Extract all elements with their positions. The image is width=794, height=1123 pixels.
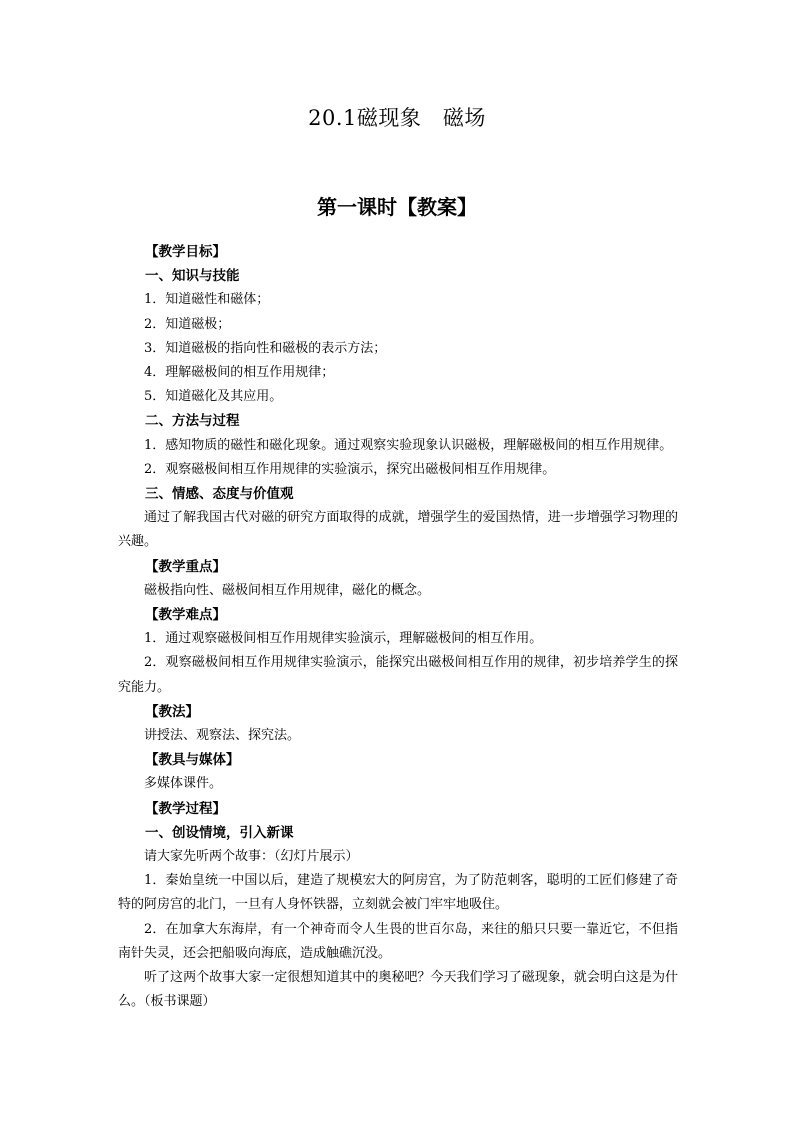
paragraph: 请大家先听两个故事：（幻灯片展示） bbox=[144, 849, 359, 865]
paragraph: 3．知道磁极的指向性和磁极的表示方法； bbox=[144, 340, 387, 356]
document-title: 20.1磁现象 磁场 bbox=[308, 106, 486, 130]
section-heading: 【教学难点】 bbox=[145, 607, 226, 624]
paragraph: 磁极指向性、磁极间相互作用规律，磁化的概念。 bbox=[144, 582, 431, 598]
paragraph: 1．通过观察磁极间相互作用规律实验演示，理解磁极间的相互作用。 bbox=[144, 631, 543, 647]
section-heading: 三、情感、态度与价值观 bbox=[145, 486, 294, 503]
document-body bbox=[118, 240, 678, 1015]
paragraph: 2．观察磁极间相互作用规律的实验演示，探究出磁极间相互作用规律。 bbox=[144, 461, 556, 477]
paragraph: 5．知道磁化及其应用。 bbox=[144, 389, 283, 405]
section-heading: 【教学重点】 bbox=[145, 558, 226, 575]
paragraph: 通过了解我国古代对磁的研究方面取得的成就，增强学生的爱国热情，进一步增强学习物理的兴趣。 bbox=[118, 510, 678, 550]
paragraph: 1．感知物质的磁性和磁化现象。通过观察实验现象认识磁极，理解磁极间的相互作用规律。 bbox=[144, 437, 673, 453]
section-heading: 【教学过程】 bbox=[145, 800, 226, 817]
section-heading: 一、知识与技能 bbox=[145, 268, 240, 285]
section-heading: 二、方法与过程 bbox=[145, 413, 240, 430]
paragraph: 2．知道磁极； bbox=[144, 316, 231, 332]
paragraph: 4．理解磁极间的相互作用规律； bbox=[144, 365, 335, 381]
document-subtitle: 第一课时【教案】 bbox=[317, 195, 477, 219]
paragraph: 2．观察磁极间相互作用规律实验演示，能探究出磁极间相互作用的规律，初步培养学生的探究能力。 bbox=[118, 655, 678, 695]
paragraph: 听了这两个故事大家一定很想知道其中的奥秘吧？今天我们学习了磁现象，就会明白这是为什么。（板书课题） bbox=[118, 970, 678, 1010]
section-heading: 【教具与媒体】 bbox=[145, 752, 240, 769]
paragraph: 1．秦始皇统一中国以后，建造了规模宏大的阿房宫，为了防范刺客，聪明的工匠们修建了奇特的阿房宫的北门，一旦有人身怀铁器，立刻就会被门牢牢地吸住。 bbox=[118, 873, 678, 913]
paragraph: 1．知道磁性和磁体； bbox=[144, 292, 270, 308]
section-heading: 【教法】 bbox=[145, 703, 199, 720]
paragraph: 2．在加拿大东海岸，有一个神奇而令人生畏的世百尔岛，来往的船只只要一靠近它，不但指南针失灵，还会把船吸向海底，造成触礁沉没。 bbox=[118, 921, 678, 961]
section-heading: 【教学目标】 bbox=[145, 244, 226, 260]
paragraph: 多媒体课件。 bbox=[144, 776, 223, 792]
section-heading: 一、创设情境，引入新课 bbox=[145, 824, 294, 841]
paragraph: 讲授法、观察法、探究法。 bbox=[144, 728, 301, 744]
